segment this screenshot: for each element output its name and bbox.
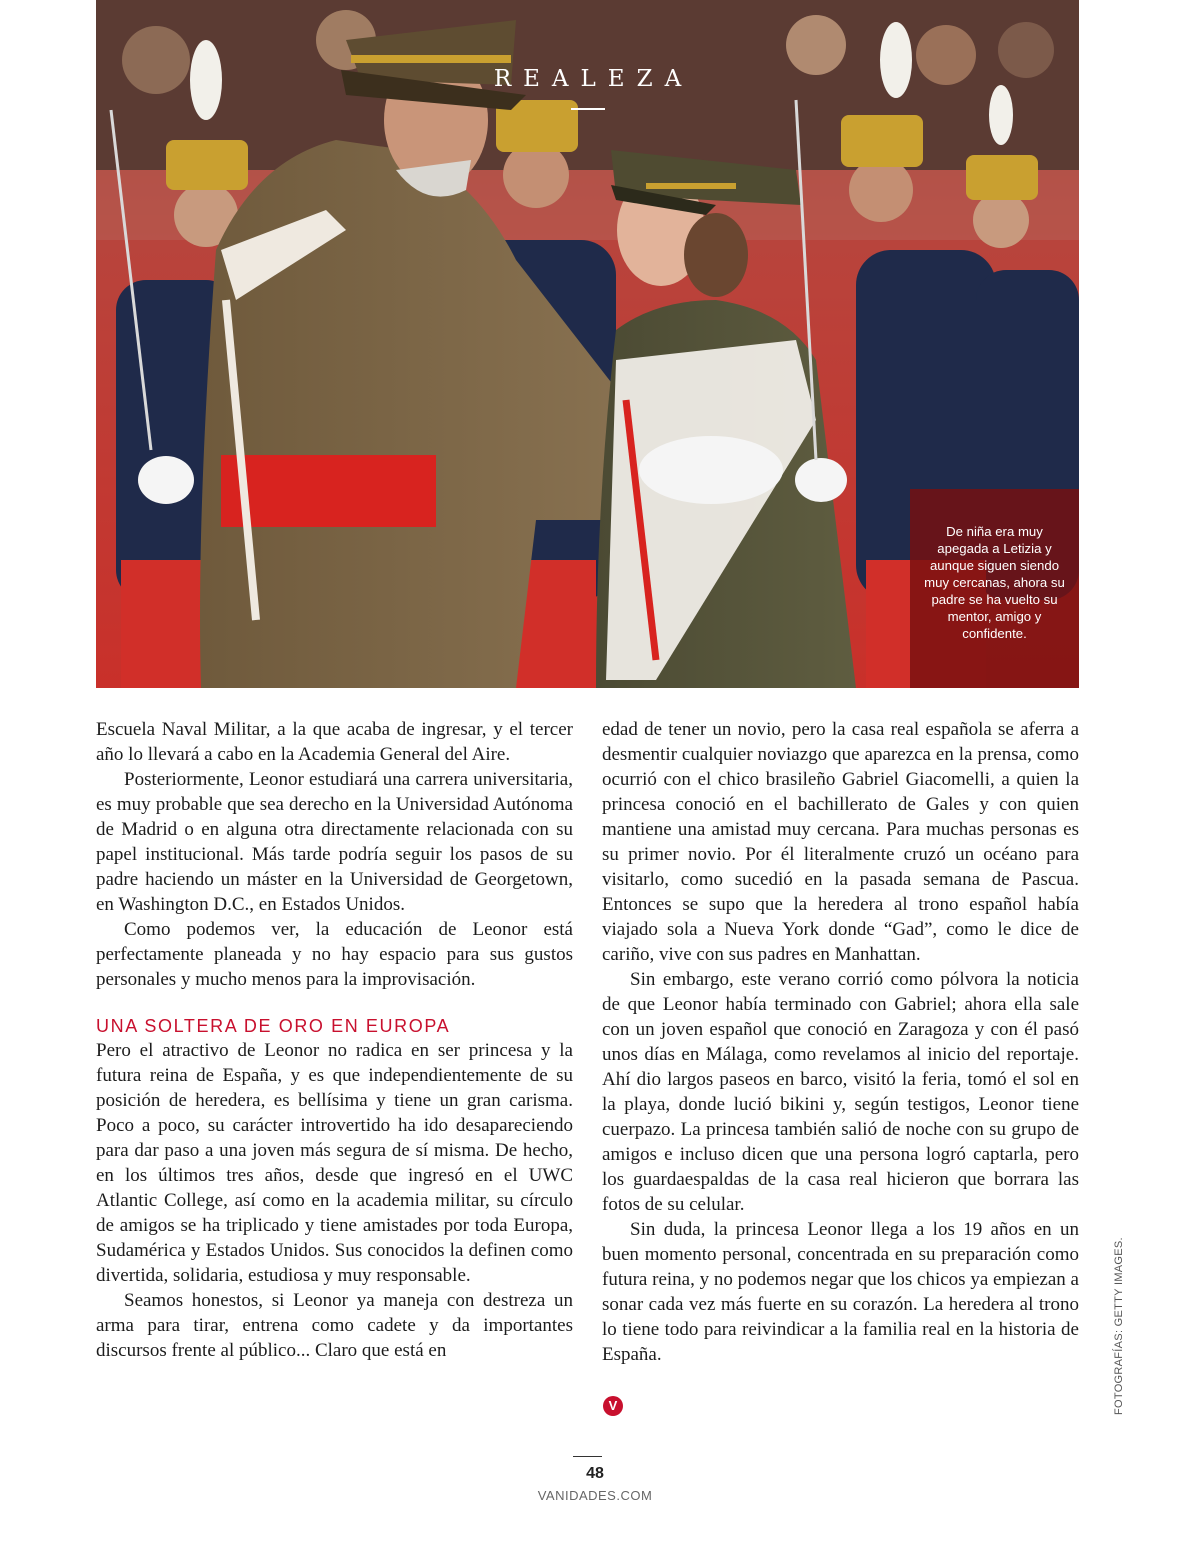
paragraph: Escuela Naval Militar, a la que acaba de ingresar, y el tercer año lo llevará a cabo en la Academia General del Aire. [96,719,573,765]
section-subheading: UNA SOLTERA DE ORO EN EUROPA [96,1016,451,1036]
photo-credit-text: FOTOGRAFÍAS: GETTY IMAGES. [1113,1237,1125,1415]
paragraph: Seamos honestos, si Leonor ya maneja con destreza un arma para tirar, entrena como cadete y da importantes discursos frente al público... Claro que está en [96,1290,573,1361]
photo-caption: De niña era muy apegada a Letizia y aunque siguen siendo muy cercanas, ahora su padre se ha vuelto su mentor, amigo y confidente. [924,524,1065,641]
page-number: 48 [586,1465,604,1482]
section-rule-divider [571,108,605,110]
folio-divider [573,1456,602,1457]
hero-photo [96,0,1079,688]
paragraph: Pero el atractivo de Leonor no radica en ser princesa y la futura reina de España, y es que independientemente de su posición de heredera, es bellísima y tiene un gran carisma. Poco a poco, su carácter introvertido ha ido desapareciendo para dar paso a una joven más segura de sí misma. De hecho, en los últimos tres años, desde que ingresó en el UWC Atlantic College, así como en la academia militar, su círculo de amigos se ha triplicado y tiene amistades por toda Europa, Sudamérica y Estados Unidos. Sus conocidos la definen como divertida, solidaria, estudiosa y muy responsable. [96,1040,573,1286]
paragraph: Sin duda, la princesa Leonor llega a los 19 años en un buen momento personal, concentrada en su preparación como futura reina, y no podemos negar que los chicos ya empiezan a sonar cada vez más fuerte en su corazón. La heredera al trono lo tiene todo para reivindicar a la familia real en la historia de España. [602,1219,1079,1365]
paragraph: Posteriormente, Leonor estudiará una carrera universitaria, es muy probable que sea derecho en la Universidad Autónoma de Madrid o en alguna otra directamente relacionada con su papel institucional. Más tarde podría seguir los pasos de su padre haciendo un máster en la Universidad de Georgetown, en Washington D.C., en Estados Unidos. [96,769,573,915]
paragraph: Sin embargo, este verano corrió como pólvora la noticia de que Leonor había terminado con Gabriel; ahora ella sale con un joven español que conoció en Zaragoza y con él pasó unos días en Málaga, como revelamos al inicio del reportaje. Ahí dio largos paseos en barco, visitó la feria, tomó el sol en la playa, donde lució bikini y, según testigos, Leonor tiene cuerpazo. La princesa también salió de noche con su grupo de amigos e incluso dicen que una persona logró captarla, pero los guardaespaldas de la casa real hicieron que borrara las fotos de su celular. [602,969,1079,1215]
section-label: REALEZA [493,66,694,92]
paragraph: Como podemos ver, la educación de Leonor está perfectamente planeada y no hay espacio para sus gustos personales y mucho menos para la improvisación. [96,919,573,990]
end-mark-icon: V [603,1396,623,1416]
photo-credit [1113,1237,1133,1415]
site-url: VANIDADES.COM [537,1488,653,1503]
photo-caption-box [910,489,1079,688]
article-column-left [96,717,573,1363]
paragraph: edad de tener un novio, pero la casa real española se aferra a desmentir cualquier noviazgo que aparezca en la prensa, como ocurrió con el chico brasileño Gabriel Giacomelli, a quien la princesa conoció en el bachillerato de Gales y con quien mantiene una amistad muy cercana. Para muchas personas es su primer novio. Por él literalmente cruzó un océano para visitarlo, como sucedió en la pasada semana de Pascua. Entonces se supo que la heredera al trono español había viajado sola a Nueva York donde “Gad”, como le dice de cariño, vive con sus padres en Manhattan. [602,719,1079,965]
article-column-right [602,717,1079,1367]
